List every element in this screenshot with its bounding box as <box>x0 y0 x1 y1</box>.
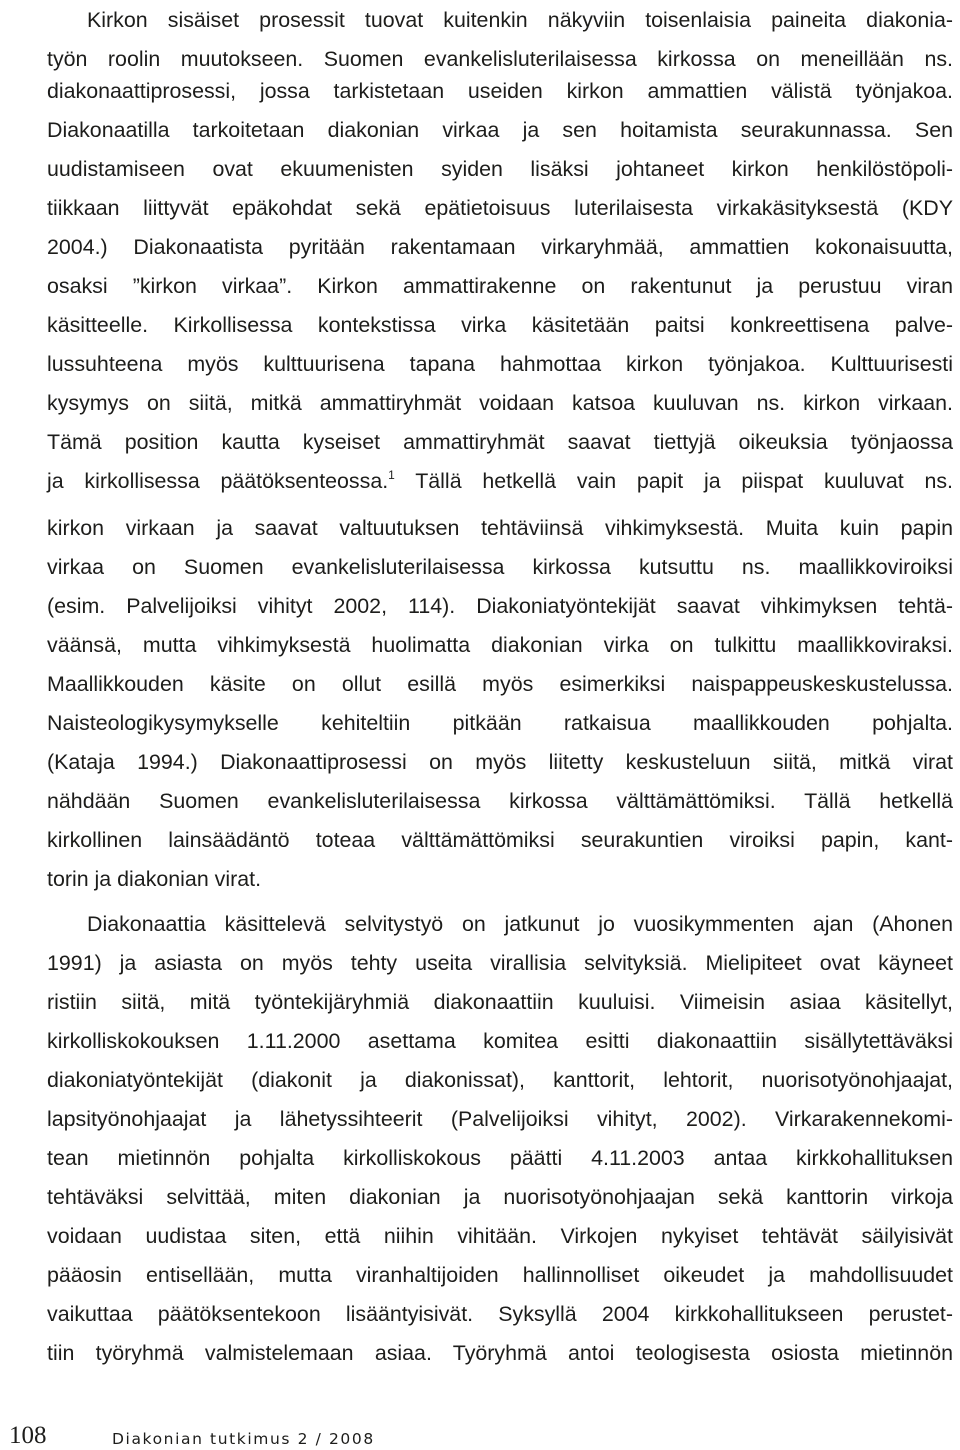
paragraph-2-line-11: vaikuttaa päätöksentekoon lisääntyisivät. Syksyllä 2004 kirkkohallitukseen perustet- <box>47 1302 953 1326</box>
paragraph-1-line-22: kirkollinen lainsäädäntö toteaa välttämättömiksi seurakuntien viroiksi papin, kant- <box>47 828 953 852</box>
paragraph-1-line-9: käsitteelle. Kirkollisessa kontekstissa virka käsitetään paitsi konkreettisena palve- <box>47 313 953 337</box>
paragraph-1-line-17: väänsä, mutta vihkimyksestä huolimatta diakonian virka on tulkittu maallikkoviraksi. <box>47 633 953 657</box>
paragraph-1-line-6: tiikkaan liittyvät epäkohdat sekä epätietoisuus luterilaisesta virkakäsityksestä (KDY <box>47 196 953 220</box>
paragraph-1-line-3: diakonaattiprosessi, jossa tarkistetaan useiden kirkon ammattien välistä työnjakoa. <box>47 79 953 103</box>
paragraph-1-line-5: uudistamiseen ovat ekuumenisten syiden lisäksi johtaneet kirkon henkilöstöpoli- <box>47 157 953 181</box>
paragraph-1-line-16: (esim. Palvelijoiksi vihityt 2002, 114). Diakoniatyöntekijät saavat vihkimyksen tehtä- <box>47 594 953 618</box>
paragraph-2-line-2: 1991) ja asiasta on myös tehty useita virallisia selvityksiä. Mielipiteet ovat käyneet <box>47 951 953 975</box>
paragraph-1-line-1: Kirkon sisäiset prosessit tuovat kuitenkin näkyviin toisenlaisia paineita diakonia- <box>87 8 953 32</box>
paragraph-1-line-2: työn roolin muutokseen. Suomen evankelisluterilaisessa kirkossa on meneillään ns. <box>47 47 953 71</box>
paragraph-1-line-14: kirkon virkaan ja saavat valtuutuksen tehtäviinsä vihkimyksestä. Muita kuin papin <box>47 516 953 540</box>
line-text-before-footnote: ja kirkollisessa päätöksenteossa. <box>47 469 389 493</box>
paragraph-2-line-9: voidaan uudistaa siten, että niihin vihitään. Virkojen nykyiset tehtävät säilyisivät <box>47 1224 953 1248</box>
paragraph-2-line-12: tiin työryhmä valmistelemaan asiaa. Työryhmä antoi teologisesta osiosta mietinnön <box>47 1341 953 1365</box>
paragraph-2-line-7: tean mietinnön pohjalta kirkolliskokous päätti 4.11.2003 antaa kirkkohallituksen <box>47 1146 953 1170</box>
footnote-reference[interactable]: 1 <box>388 468 395 482</box>
running-title: Diakonian tutkimus 2 / 2008 <box>112 1430 375 1448</box>
paragraph-2-line-5: diakoniatyöntekijät (diakonit ja diakonissat), kanttorit, lehtorit, nuorisotyönohjaajat, <box>47 1068 953 1092</box>
page-number: 108 <box>9 1422 47 1449</box>
paragraph-1-line-19: Naisteologikysymykselle kehiteltiin pitkään ratkaisua maallikkouden pohjalta. <box>47 711 953 735</box>
paragraph-1-line-7: 2004.) Diakonaatista pyritään rakentamaan virkaryhmää, ammattien kokonaisuutta, <box>47 235 953 259</box>
page-footer <box>0 1422 960 1450</box>
paragraph-1-line-10: lussuhteena myös kulttuurisena tapana hahmottaa kirkon työnjakoa. Kulttuurisesti <box>47 352 953 376</box>
paragraph-2-line-1: Diakonaattia käsittelevä selvitystyö on jatkunut jo vuosikymmenten ajan (Ahonen <box>87 912 953 936</box>
paragraph-1-line-18: Maallikkouden käsite on ollut esillä myös esimerkiksi naispappeuskeskustelussa. <box>47 672 953 696</box>
paragraph-1-line-11: kysymys on siitä, mitkä ammattiryhmät voidaan katsoa kuuluvan ns. kirkon virkaan. <box>47 391 953 415</box>
paragraph-1-line-12: Tämä position kautta kyseiset ammattiryhmät saavat tiettyjä oikeuksia työnjaossa <box>47 430 953 454</box>
paragraph-1-line-8: osaksi ”kirkon virkaa”. Kirkon ammattirakenne on rakentunut ja perustuu viran <box>47 274 953 298</box>
paragraph-2-line-6: lapsityönohjaajat ja lähetyssihteerit (Palvelijoiksi vihityt, 2002). Virkarakennekomi- <box>47 1107 953 1131</box>
paragraph-2-line-8: tehtäväksi selvittää, miten diakonian ja nuorisotyönohjaajan sekä kanttorin virkoja <box>47 1185 953 1209</box>
line-text-after-footnote: Tällä hetkellä vain papit ja piispat kuuluvat ns. <box>394 469 953 493</box>
paragraph-2-line-10: pääosin entisellään, mutta viranhaltijoiden hallinnolliset oikeudet ja mahdollisuudet <box>47 1263 953 1287</box>
paragraph-1-line-23: torin ja diakonian virat. <box>47 867 262 891</box>
paragraph-1-line-21: nähdään Suomen evankelisluterilaisessa kirkossa välttämättömiksi. Tällä hetkellä <box>47 789 953 813</box>
paragraph-1-line-15: virkaa on Suomen evankelisluterilaisessa kirkossa kutsuttu ns. maallikkoviroiksi <box>47 555 953 579</box>
paragraph-1-line-13 <box>47 462 953 500</box>
paragraph-1-line-20: (Kataja 1994.) Diakonaattiprosessi on myös liitetty keskusteluun siitä, mitkä virat <box>47 750 953 774</box>
paragraph-2-line-3: ristiin siitä, mitä työntekijäryhmiä diakonaattiin kuuluisi. Viimeisin asiaa käsitellyt, <box>47 990 953 1014</box>
paragraph-2-line-4: kirkolliskokouksen 1.11.2000 asettama komitea esitti diakonaattiin sisällytettäväksi <box>47 1029 953 1053</box>
paragraph-1-line-4: Diakonaatilla tarkoitetaan diakonian virkaa ja sen hoitamista seurakunnassa. Sen <box>47 118 953 142</box>
